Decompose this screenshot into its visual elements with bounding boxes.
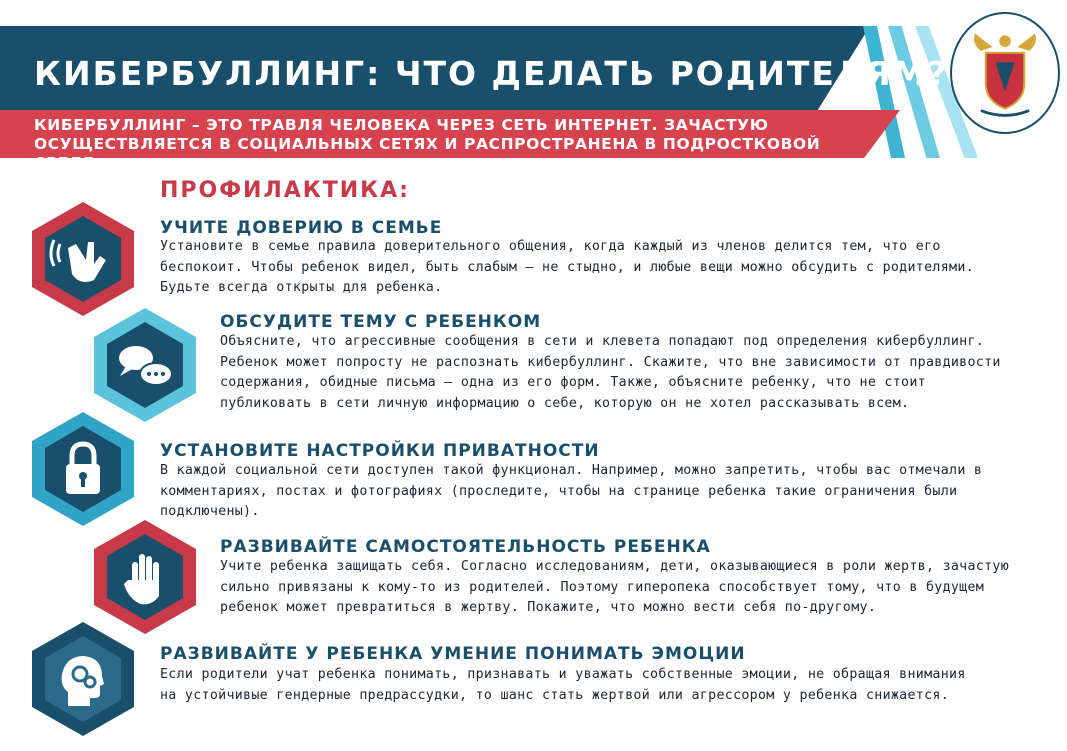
item-title: ОБСУДИТЕ ТЕМУ С РЕБЕНКОМ [220, 312, 542, 332]
item-title: УЧИТЕ ДОВЕРИЮ В СЕМЬЕ [160, 218, 443, 238]
item-title: РАЗВИВАЙТЕ У РЕБЕНКА УМЕНИЕ ПОНИМАТЬ ЭМОЦИИ [160, 644, 746, 664]
section-title: ПРОФИЛАКТИКА: [160, 178, 410, 203]
item-icon-container [92, 306, 198, 424]
page-title: КИБЕРБУЛЛИНГ: ЧТО ДЕЛАТЬ РОДИТЕЛЯМ? [34, 54, 949, 93]
top-margin [0, 0, 1067, 26]
item-text: Установите в семье правила доверительного общения, когда каждый из членов делится тем, что его беспокоит. Чтобы ребенок видел, быть слабым – не стыдно, и любые вещи можно обсудить с родителями. Будьте всегда открыты для ребенка. [160, 239, 974, 295]
item-icon-container [92, 518, 198, 636]
item-title: УСТАНОВИТЕ НАСТРОЙКИ ПРИВАТНОСТИ [160, 441, 600, 461]
item-text: Учите ребенка защищать себя. Согласно исследованиям, дети, оказывающиеся в роли жертв, зачастую сильно привязаны к кому-то из родителей. Поэтому гиперопека способствует тому, что в будущем ребенок может превратиться в жертву. Покажите, что можно вести себя по-другому. [220, 559, 1010, 615]
item-text: Объясните, что агрессивные сообщения в сети и клевета попадают под определения кибербуллинг. Ребенок может попросту не распознать кибербуллинг. Скажите, что вне зависимости от правдивости содержания, обидные письма – одна из его форм. Также, объясните ребенку, что не стоит публиковать в сети личную информацию о себе, которую он не хотел рассказывать всем. [220, 334, 1001, 411]
page-subtitle: КИБЕРБУЛЛИНГ – ЭТО ТРАВЛЯ ЧЕЛОВЕКА ЧЕРЕЗ СЕТЬ ИНТЕРНЕТ. ЗАЧАСТУЮ ОСУЩЕСТВЛЯЕТСЯ В СОЦИАЛЬНЫХ СЕТЯХ И РАСПРОСТРАНЕНА В ПОДРОСТКОВОЙ СРЕДЕ [34, 116, 821, 172]
item-icon-container [30, 200, 136, 318]
item-icon-container [30, 620, 136, 738]
item-title: РАЗВИВАЙТЕ САМОСТОЯТЕЛЬНОСТЬ РЕБЕНКА [220, 537, 711, 557]
police-emblem-icon [950, 12, 1060, 134]
item-icon-container [30, 410, 136, 528]
item-text: Если родители учат ребенка понимать, признавать и уважать собственные эмоции, не обращая внимания на устойчивые гендерные предрассудки, то шанс стать жертвой или агрессором у ребенка снижается. [160, 667, 966, 703]
item-text: В каждой социальной сети доступен такой функционал. Например, можно запретить, чтобы вас отмечали в комментариях, постах и фотографиях (проследите, чтобы на странице ребенка такие ограничения были подключены). [160, 463, 983, 519]
